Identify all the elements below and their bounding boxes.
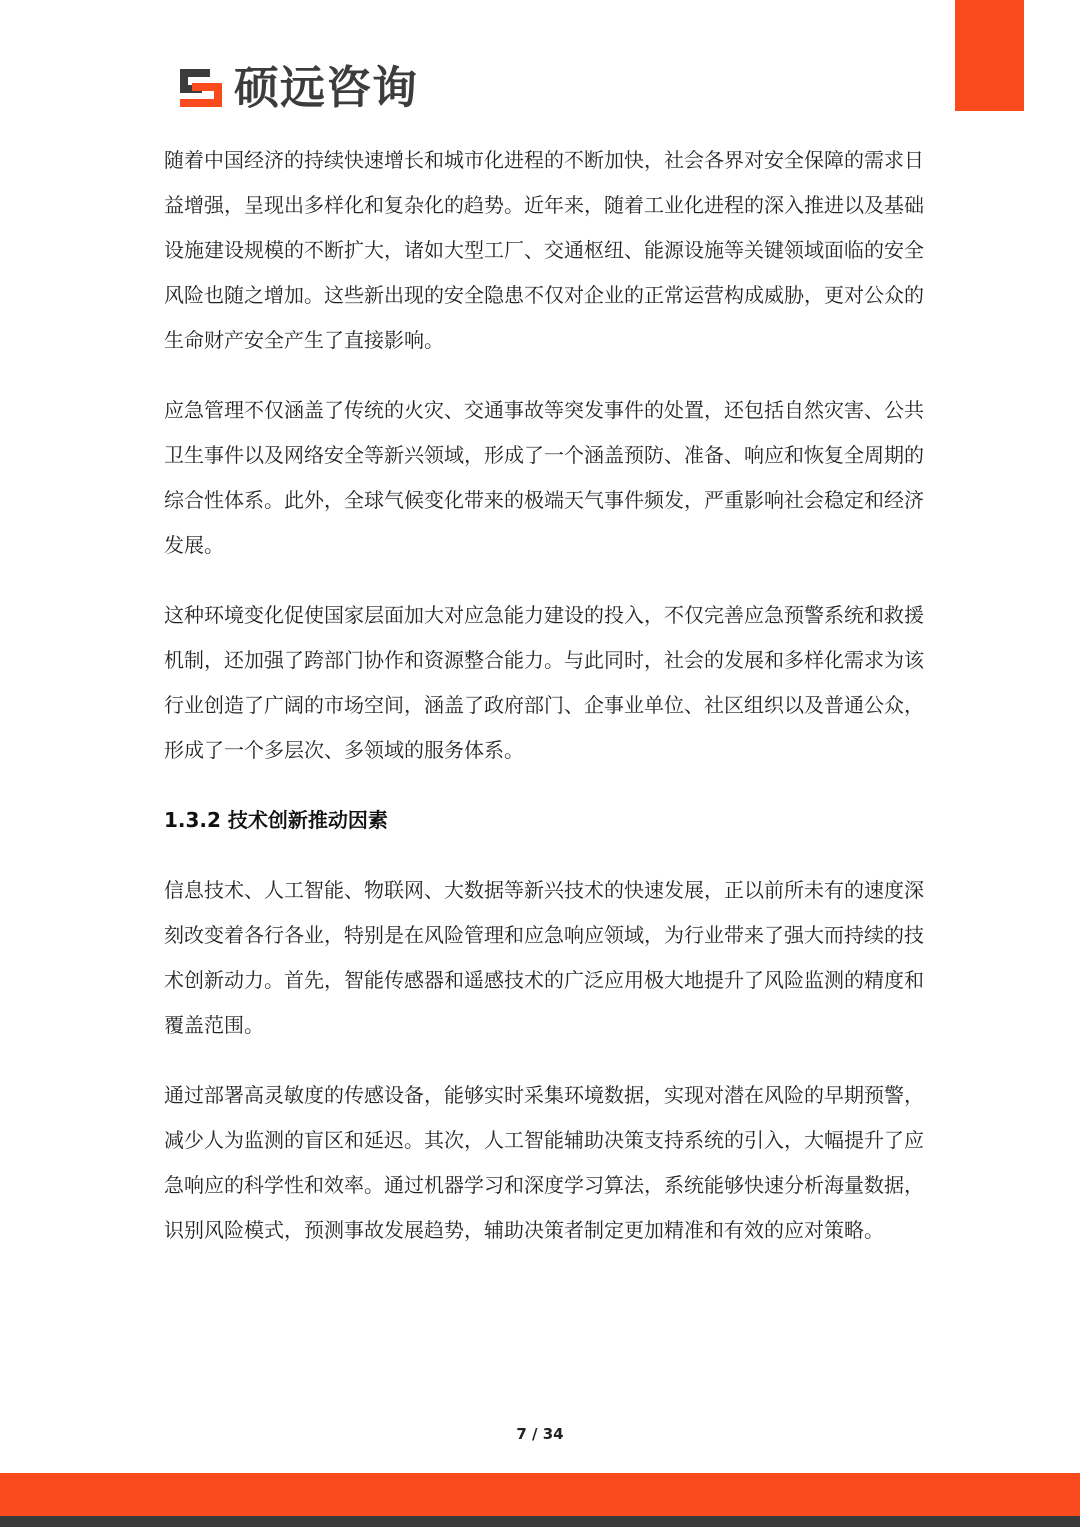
corner-accent-block (955, 0, 1024, 111)
paragraph: 随着中国经济的持续快速增长和城市化进程的不断加快，社会各界对安全保障的需求日益增强，呈现出多样化和复杂化的趋势。近年来，随着工业化进程的深入推进以及基础设施建设规模的不断扩大，诸如大型工厂、交通枢纽、能源设施等关键领域面临的安全风险也随之增加。这些新出现的安全隐患不仅对企业的正常运营构成威胁，更对公众的生命财产安全产生了直接影响。 (164, 148, 924, 352)
footer-dark-bar (0, 1516, 1080, 1527)
paragraph: 这种环境变化促使国家层面加大对应急能力建设的投入，不仅完善应急预警系统和救援机制，还加强了跨部门协作和资源整合能力。与此同时，社会的发展和多样化需求为该行业创造了广阔的市场空间，涵盖了政府部门、企事业单位、社区组织以及普通公众，形成了一个多层次、多领域的服务体系。 (164, 603, 924, 762)
brand-logo (176, 61, 419, 114)
section-heading: 1.3.2 技术创新推动因素 (164, 808, 388, 832)
paragraph: 信息技术、人工智能、物联网、大数据等新兴技术的快速发展，正以前所未有的速度深刻改变着各行各业，特别是在风险管理和应急响应领域，为行业带来了强大而持续的技术创新动力。首先，智能传感器和遥感技术的广泛应用极大地提升了风险监测的精度和覆盖范围。 (164, 878, 924, 1037)
paragraph: 应急管理不仅涵盖了传统的火灾、交通事故等突发事件的处置，还包括自然灾害、公共卫生事件以及网络安全等新兴领域，形成了一个涵盖预防、准备、响应和恢复全周期的综合性体系。此外，全球气候变化带来的极端天气事件频发，严重影响社会稳定和经济发展。 (164, 398, 924, 557)
document-body (164, 138, 924, 1278)
paragraph: 通过部署高灵敏度的传感设备，能够实时采集环境数据，实现对潜在风险的早期预警，减少人为监测的盲区和延迟。其次，人工智能辅助决策支持系统的引入，大幅提升了应急响应的科学性和效率。通过机器学习和深度学习算法，系统能够快速分析海量数据，识别风险模式，预测事故发展趋势，辅助决策者制定更加精准和有效的应对策略。 (164, 1083, 924, 1242)
s-logo-icon (176, 65, 226, 111)
footer-orange-bar (0, 1473, 1080, 1516)
brand-name: 硕远咨询 (234, 61, 419, 114)
page-number: 7 / 34 (516, 1425, 564, 1443)
